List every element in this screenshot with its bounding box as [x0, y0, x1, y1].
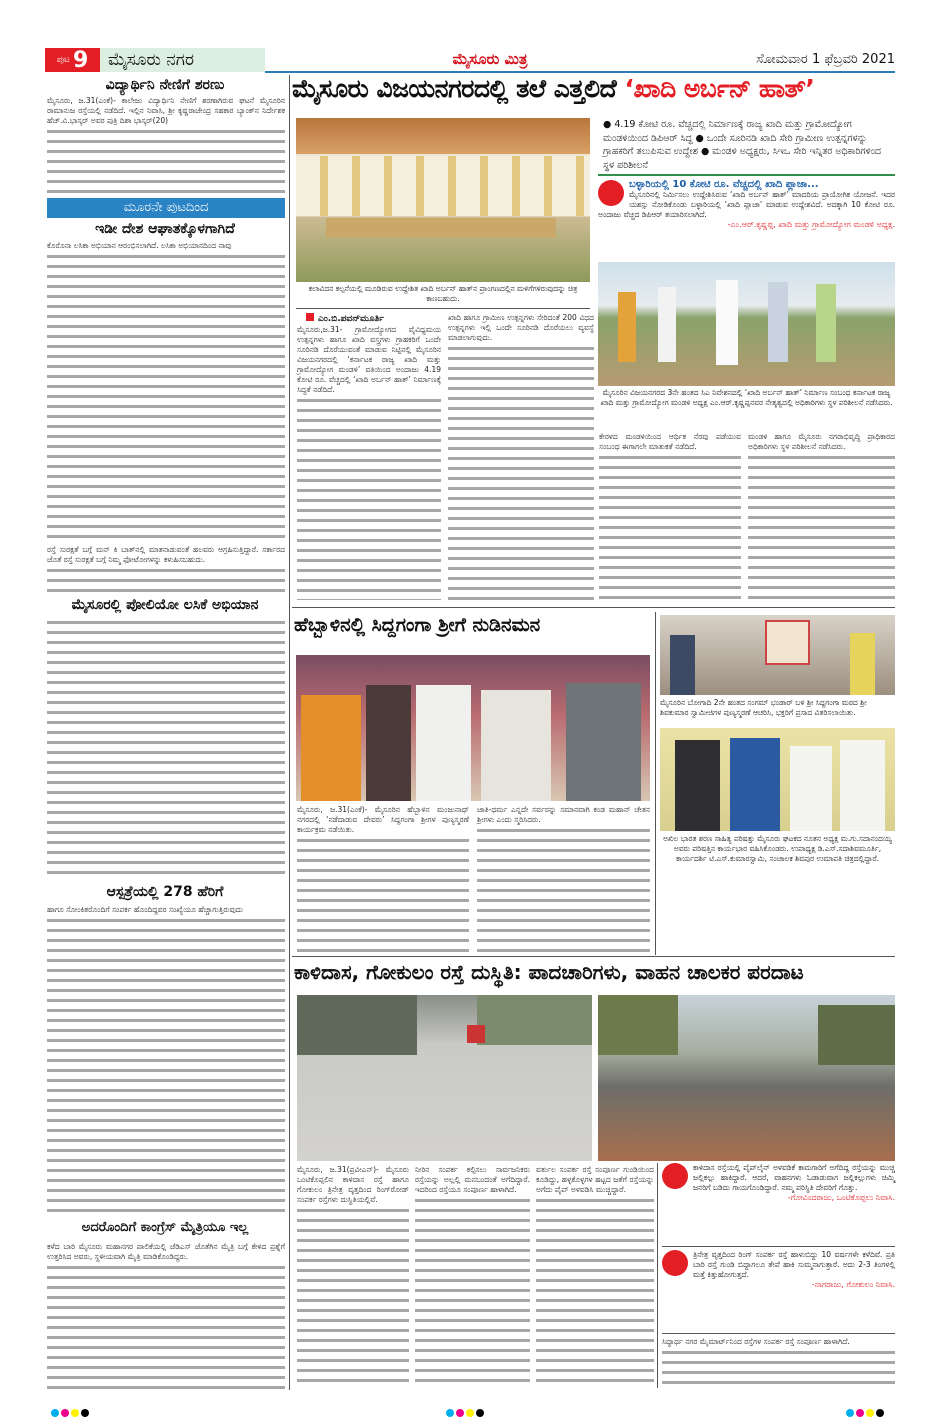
left-headline-4: ಆಸ್ಪತ್ರೆಯಲ್ಲಿ 278 ಹೆರಿಗೆ — [106, 884, 224, 900]
registration-marks-left — [50, 1402, 90, 1421]
red-bullet-icon — [598, 180, 624, 206]
byline: ಎಂ.ಬಿ.ಪವನ್‌ಮೂರ್ತಿ — [306, 313, 384, 324]
khadi-haat-rendering-photo — [296, 118, 590, 282]
left-article-2b: ರಸ್ತೆ ಸುರಕ್ಷತೆ ಬಗ್ಗೆ ಮನ್ ಕಿ ಬಾತ್‌ನಲ್ಲಿ ಮಾತನಾಡುವಂತೆ ಹಲವರು ಆಗ್ರಹಿಸುತ್ತಿದ್ದಾರೆ. ಸರ್ಕಾರದ ಜೊತೆ ರಸ್ತೆ ಸುರಕ್ಷತೆ ಬಗ್ಗೆ ನಿಮ್ಮ ಫೋಟೋಗಳನ್ನು ಕಳುಹಿಸಬಹುದು. — [47, 545, 285, 595]
bogadi-tribute-photo — [660, 615, 895, 695]
resident-quote-1-signature: -ಗೋವಿಂದರಾಜು, ಒಂಟಿಕೊಪ್ಪಲು ನಿವಾಸಿ. — [787, 1193, 895, 1202]
section-title: ಮೈಸೂರು ನಗರ — [100, 48, 265, 72]
siddaganga-article-col-1: ಮೈಸೂರು, ಜ.31(ಎಂಕೆ)- ಮೈಸೂರಿನ ಹೆಬ್ಬಾಳಿನ ಮಂಜುನಾಥ್ ನಗರದಲ್ಲಿ ‘ನಡೆದಾಡುವ ದೇವರು’ ಸಿದ್ದಗಂಗಾ ಶ್ರೀಗಳ ಪುಣ್ಯಸ್ಮರಣೆ ಕಾರ್ಯಕ್ರಮ ನಡೆಯಿತು. — [297, 805, 469, 953]
lead-bullets: ● 4.19 ಕೋಟಿ ರೂ. ವೆಚ್ಚದಲ್ಲಿ ನಿರ್ಮಾಣಕ್ಕೆ ರಾಜ್ಯ ಖಾದಿ ಮತ್ತು ಗ್ರಾಮೋದ್ಯೋಗ ಮಂಡಳಿಯಿಂದ ಡಿಪಿಆರ್ ಸಿದ್ಧ ● ಒಂದೇ ಸೂರಿನಡಿ ಖಾದಿ ಸೇರಿ ಗ್ರಾಮೀಣ ಉತ್ಪನ್ನಗಳನ್ನು ಗ್ರಾಹಕರಿಗೆ ತಲುಪಿಸುವ ಉದ್ದೇಶ ● ಮಂಡಳಿ ಅಧ್ಯಕ್ಷರು, ಸಿಇಒ ಸೇರಿ ಇನ್ನಿತರ ಅಧಿಕಾರಿಗಳಿಂದ ಸ್ಥಳ ಪರಿಶೀಲನೆ — [603, 119, 882, 171]
left-article-2: ಕೊರೊನಾ ಲಸಿಕಾ ಅಭಿಯಾನ ಆರಂಭಿಸಲಾಗಿದೆ. ಲಸಿಕಾ ಅಭಿಯಾನದಿಂದ ನಾವು — [47, 241, 285, 541]
resident-quote-2-text: ತ್ರಿನೇತ್ರ ವೃತ್ತದಿಂದ ರಿಂಗ್ ಸಂಪರ್ಕ ರಸ್ತೆ ಹಾಳುಬಿದ್ದು 10 ವರ್ಷಗಳೇ ಕಳೆದಿವೆ. ಪ್ರತಿ ಬಾರಿ ರಸ್ತೆ ಗುಂಡಿ ಬಿದ್ದಾಗಲೂ ತೇಪೆ ಹಾಕಿ ಸುಮ್ಮನಾಗುತ್ತಾರೆ. ಅದು 2-3 ತಿಂಗಳಲ್ಲಿ ಮತ್ತೆ ಕಿತ್ತುಹೋಗುತ್ತದೆ. — [693, 1250, 895, 1279]
khadi-plaza-box — [598, 180, 895, 260]
left-headline-3: ಮೈಸೂರಲ್ಲಿ ಪೋಲಿಯೋ ಲಸಿಕೆ ಅಭಿಯಾನ — [71, 597, 259, 613]
left-article-1: ಮೈಸೂರು, ಜ.31(ಎಂಕೆ)- ಕಾಲೇಜು ವಿದ್ಯಾರ್ಥಿನಿ ನೇಣಿಗೆ ಶರಣಾಗಿರುವ ಘಟನೆ ಮೈಸೂರಿನ ರಾಮಾನುಜ ರಸ್ತೆಯಲ್ಲಿ ನಡೆದಿದೆ. ಇಲ್ಲಿನ ನಿವಾಸಿ, ಶ್ರೀ ಕೃಷ್ಣರಾಜೇಂದ್ರ ಸಹಕಾರ ಬ್ಯಾಂಕ್‌ನ ನಿರ್ದೇಶಕ ಹೆಚ್.ವಿ.ಭಾಸ್ಕರ್ ಅವರ ಪುತ್ರಿ ದಿಶಾ ಭಾಸ್ಕರ್(20) — [47, 96, 285, 194]
lead-article-col-3: ಕೇರಳದ ಮಂಡಳಿಯಿಂದ ಆರ್ಥಿಕ ನೆರವು ಪಡೆಯುವ ಸಂಬಂಧ ಈಗಾಗಲೇ ಮಾತುಕತೆ ನಡೆದಿದೆ. — [599, 432, 741, 600]
site-photo-caption: ಮೈಸೂರಿನ ವಿಜಯನಗರದ 3ನೇ ಹಂತದ ಸಿಎ ನಿವೇಶನದಲ್ಲಿ ‘ಖಾದಿ ಅರ್ಬನ್ ಹಾತ್’ ನಿರ್ಮಾಣ ಸಂಬಂಧ ಕರ್ನಾಟಕ ರಾಜ್ಯ ಖಾದಿ ಮತ್ತು ಗ್ರಾಮೋದ್ಯೋಗ ಮಂಡಳಿ ಅಧ್ಯಕ್ಷ ಎಂ.ಆರ್.ಕೃಷ್ಣಪ್ಪನವರ ನೇತೃತ್ವದಲ್ಲಿ ಅಧಿಕಾರಿಗಳು ಸ್ಥಳ ಪರಿಶೀಲನೆ ನಡೆಸಿದರು. — [600, 388, 893, 407]
left-article-4: ಹಾಗೂ ಸೋಂಕಿತರೊಂದಿಗೆ ಸಂಪರ್ಕ ಹೊಂದಿದ್ದವರ ಸಂಖ್ಯೆಯೂ ಹೆಚ್ಚಾಗುತ್ತಿರುವುದು — [47, 905, 285, 1215]
hebbal-tribute-photo — [296, 655, 650, 801]
sharana-parishat-photo — [660, 728, 895, 831]
lead-article-col-1: ಮೈಸೂರು,ಜ.31- ಗ್ರಾಮೋದ್ಯೋಗದ ವೈವಿಧ್ಯಮಯ ಉತ್ಪನ್ನಗಳು ಹಾಗೂ ಖಾದಿ ವಸ್ತ್ರಗಳು ಗ್ರಾಹಕರಿಗೆ ಒಂದೇ ಸೂರಿನಡಿ ದೊರೆಯುವಂತೆ ಮಾಡುವ ನಿಟ್ಟಿನಲ್ಲಿ ಮೈಸೂರಿನ ವಿಜಯನಗರದಲ್ಲಿ ‘ಕರ್ನಾಟಕ ರಾಜ್ಯ ಖಾದಿ ಮತ್ತು ಗ್ರಾಮೋದ್ಯೋಗ ಮಂಡಳಿ’ ವತಿಯಿಂದ ಅಂದಾಜು 4.19 ಕೋಟಿ ರೂ. ವೆಚ್ಚದಲ್ಲಿ ‘ಖಾದಿ ಅರ್ಬನ್ ಹಾತ್’ ನಿರ್ಮಾಣಕ್ಕೆ ಸಿದ್ಧತೆ ನಡೆದಿದೆ. — [297, 325, 441, 600]
road-headline: ಕಾಳಿದಾಸ, ಗೋಕುಲಂ ರಸ್ತೆ ದುಸ್ಥಿತಿ: ಪಾದಚಾರಿಗಳು, ವಾಹನ ಚಾಲಕರ ಪರದಾಟ — [294, 960, 804, 984]
issue-date: ಸೋಮವಾರ 1 ಫೆಬ್ರವರಿ 2021 — [756, 52, 895, 67]
page-number: 9 — [72, 47, 89, 73]
column-divider — [657, 1163, 658, 1388]
road-article-col-4: ಸಿದ್ಧಾರ್ಥ ನಗರ ಮೈಮಾರ್ಟ್‌ನಿಂದ ರಸ್ತೆಗಳ ಸಂಪರ್ಕ ರಸ್ತೆ ಸಂಪೂರ್ಣ ಹಾಳಾಗಿದೆ. — [662, 1337, 895, 1387]
khadi-plaza-signature: -ಎಂ.ಆರ್.ಕೃಷ್ಣಪ್ಪ, ಖಾದಿ ಮತ್ತು ಗ್ರಾಮೋದ್ಯೋಗ ಮಂಡಳಿ ಅಧ್ಯಕ್ಷ. — [727, 220, 895, 229]
siddaganga-article-col-2: ಜಾತಿ-ಧರ್ಮ ಎನ್ನದೇ ಸರ್ವರನ್ನು ಸಮಾನವಾಗಿ ಕಂಡ ಮಹಾನ್ ಚೇತನ ಶ್ರೀಗಳು ಎಂದು ಸ್ಮರಿಸಿದರು. — [477, 805, 650, 953]
road-article-col-1: ಮೈಸೂರು, ಜ.31(ಪ್ರವೀಎನ್)- ಮೈಸೂರು ಒಂಟಿಕೊಪ್ಪಲಿನ ಕಾಳಿದಾಸ ರಸ್ತೆ ಹಾಗೂ ಗೋಕುಲಂ ತ್ರಿನೇತ್ರ ವೃತ್ತದಿಂದ ರಿಂಗ್‌ರೋಡ್ ಸಂಪರ್ಕ ರಸ್ತೆಗಳು ದುಸ್ಥಿತಿಯಲ್ಲಿವೆ. — [297, 1165, 409, 1387]
lead-photo-caption: ಕಲಾವಿದನ ಕಲ್ಪನೆಯಲ್ಲಿ ಮೂಡಿರುವ ಉದ್ದೇಶಿತ ಖಾದಿ ಅರ್ಬನ್ ಹಾತ್‌ನ ಪ್ರಾಂಗಣದಲ್ಲಿನ ಮಳಿಗೆಗಳಿರುವುದನ್ನು ಚಿತ್ರ ಕಾಣಬಹುದು. — [308, 284, 578, 303]
rule — [662, 1333, 895, 1334]
road-article-col-2: ನೀರಿನ ಸಂಪರ್ಕ ಕಲ್ಪಿಸಲು ಸಾರ್ವಜನಿಕರು ರಸ್ತೆಯನ್ನು ಅಲ್ಲಲ್ಲಿ ಮನಬಂದಂತೆ ಅಗೆದಿದ್ದಾರೆ. ಇದರಿಂದ ರಸ್ತೆಯೂ ಸಂಪೂರ್ಣ ಹಾಳಾಗಿದೆ. — [415, 1165, 530, 1387]
lead-article-col-4: ಮಂಡಳಿ ಹಾಗೂ ಮೈಸೂರು ನಗರಾಭಿವೃದ್ಧಿ ಪ್ರಾಧಿಕಾರದ ಅಧಿಕಾರಿಗಳು ಸ್ಥಳ ಪರಿಶೀಲನೆ ನಡೆಸಿದರು. — [748, 432, 895, 600]
lead-headline: ಮೈಸೂರು ವಿಜಯನಗರದಲ್ಲಿ ತಲೆ ಎತ್ತಲಿದೆ ‘ಖಾದಿ ಅರ್ಬನ್ ಹಾತ್’ — [292, 74, 815, 103]
resident-quote-2-signature: -ನಾಗರಾಜು, ಗೋಕುಲಂ ನಿವಾಸಿ. — [811, 1280, 895, 1289]
lead-article-col-2: ಖಾದಿ ಹಾಗೂ ಗ್ರಾಮೀಣ ಉತ್ಪನ್ನಗಳು ಸೇರಿದಂತೆ 200 ವಿಧದ ಉತ್ಪನ್ನಗಳು ಇಲ್ಲಿ ಒಂದೇ ಸೂರಿನಡಿ ದೊರೆಯಲು ವ್ಯವಸ್ಥೆ ಮಾಡಲಾಗುವುದು. — [448, 313, 594, 600]
resident-quote-2 — [662, 1250, 895, 1330]
page-label: ಪುಟ — [56, 55, 70, 65]
header-rule — [265, 71, 895, 73]
newspaper-logo: ಮೈಸೂರು ಮಿತ್ರ — [452, 50, 528, 68]
khadi-plaza-headline: ಬಳ್ಳಾರಿಯಲ್ಲಿ 10 ಕೋಟಿ ರೂ. ವೆಚ್ಚದಲ್ಲಿ ಖಾದಿ ಪ್ಲಾಜಾ... — [629, 179, 819, 190]
column-divider — [655, 612, 656, 955]
left-headline-1: ವಿದ್ಯಾರ್ಥಿನಿ ನೇಣಿಗೆ ಶರಣು — [105, 77, 225, 93]
registration-marks-center — [445, 1402, 485, 1421]
rule — [662, 1246, 895, 1247]
gokulam-road-photo — [598, 995, 895, 1161]
rule — [292, 956, 895, 957]
left-headline-5: ಅದರೊಂದಿಗೆ ಕಾಂಗ್ರೆಸ್ ಮೈತ್ರಿಯೂ ಇಲ್ಲ — [81, 1220, 249, 1235]
continued-from-banner: ಮೂರನೇ ಪುಟದಿಂದ — [47, 198, 285, 218]
rule — [296, 308, 590, 309]
site-inspection-photo — [598, 262, 895, 386]
red-bullet-icon — [662, 1163, 688, 1189]
page-number-box — [45, 48, 100, 72]
column-divider — [289, 75, 290, 1390]
kalidasa-road-photo — [297, 995, 592, 1161]
resident-quote-1-text: ಕಾಳಿದಾಸ ರಸ್ತೆಯಲ್ಲಿ ಪೈಪ್‌ಲೈನ್ ಅಳವಡಿಕೆ ಕಾಮಗಾರಿಗೆ ಅಗೆದಿದ್ದ ರಸ್ತೆಯನ್ನು ಮುಚ್ಚಿ ಜಲ್ಲಿಕಲ್ಲು ಹಾಕಿದ್ದಾರೆ. ಆದರೆ, ವಾಹನಗಳು ಓಡಾಡುವಾಗ ಜಲ್ಲಿಕಲ್ಲುಗಳು ಚಿಮ್ಮಿ ಜನರಿಗೆ ಬಡಿದು ಗಾಯಗೊಂಡಿದ್ದಾರೆ. ನಮ್ಮ ಪರಿಸ್ಥಿತಿ ದೇವರಿಗೆ ಗೊತ್ತು. — [693, 1163, 895, 1192]
siddaganga-headline: ಹೆಬ್ಬಾಳಿನಲ್ಲಿ ಸಿದ್ದಗಂಗಾ ಶ್ರೀಗೆ ನುಡಿನಮನ — [294, 614, 541, 636]
left-article-5: ಕಳೆದ ಬಾರಿ ಮೈಸೂರು ಮಹಾನಗರ ಪಾಲಿಕೆಯಲ್ಲಿ ಜೆಡಿಎಸ್ ಜೊತೆಗಿನ ಮೈತ್ರಿ ಬಗ್ಗೆ ಕೇಳಿದ ಪ್ರಶ್ನೆಗೆ ಉತ್ತರಿಸಿದ ಅವರು, ಸ್ಥಳೀಯವಾಗಿ ಮೈತ್ರಿ ಮಾಡಿಕೊಂಡಿದ್ದರು. — [47, 1242, 285, 1390]
bogadi-photo-caption: ಮೈಸೂರಿನ ಬೋಗಾದಿ 2ನೇ ಹಂತದ ಸಂಗಮ್ ಭಂಡಾರ್ ಬಳಿ ಶ್ರೀ ಸಿದ್ದಗಂಗಾ ಮಠದ ಶ್ರೀ ಶಿವಕುಮಾರ ಸ್ವಾಮೀಜಿಗಳ ಪುಣ್ಯಸ್ಮರಣೆ ಆಚರಿಸಿ, ಭಕ್ತರಿಗೆ ಪ್ರಸಾದ ವಿತರಿಸಲಾಯಿತು. — [660, 698, 867, 717]
left-article-3 — [47, 618, 285, 880]
left-headline-2: ಇಡೀ ದೇಶ ಆಘಾತಕ್ಕೊಳಗಾಗಿದೆ — [95, 221, 235, 237]
registration-marks-right — [845, 1402, 885, 1421]
road-article-col-3: ವರ್ತುಲ ಸಂಪರ್ಕ ರಸ್ತೆ ಸಂಪೂರ್ಣ ಗುಂಡಿಯಿಂದ ಕೂಡಿದ್ದು, ಹಳ್ಳಕೊಳ್ಳಗಳ ಹಟ್ಟದ ಜತೆಗೆ ರಸ್ತೆಯನ್ನು ಅಗೆದು ಪೈಪ್ ಅಳವಡಿಸಿ ಮುಚ್ಚಿದ್ದಾರೆ. — [536, 1165, 654, 1387]
khadi-plaza-text: ಮೈಸೂರಿನಲ್ಲಿ ನಿರ್ಮಿಸಲು ಉದ್ದೇಶಿಸಿರುವ ‘ಖಾದಿ ಅರ್ಬನ್ ಹಾತ್’ ಮಾದರಿಯ ಪ್ರಾಯೋಗಿಕ ಯೋಜನೆ. ಇದರ ಯಶಸ್ಸು ನೋಡಿಕೊಂಡು ಬಳ್ಳಾರಿಯಲ್ಲಿ ‘ಖಾದಿ ಪ್ಲಾಜಾ’ ಮಾಡುವ ಉದ್ದೇಶವಿದೆ. ಅದಕ್ಕಾಗಿ 10 ಕೋಟಿ ರೂ. ಅಂದಾಜು ವೆಚ್ಚದ ಡಿಪಿಆರ್ ತಯಾರಿಸಲಾಗಿದೆ. — [598, 190, 895, 219]
red-bullet-icon — [662, 1250, 688, 1276]
resident-quote-1 — [662, 1163, 895, 1243]
green-rule — [598, 174, 895, 176]
rule — [292, 607, 895, 608]
sharana-photo-caption: ಅಖಿಲ ಭಾರತ ಶರಣ ಸಾಹಿತ್ಯ ಪರಿಷತ್ತು ಮೈಸೂರು ಘಟಕದ ನೂತನ ಅಧ್ಯಕ್ಷ ಮ.ಗು.ಸದಾನಂದಯ್ಯ ಅವರು ಪರಿಷತ್ತಿನ ಕಾರ್ಯಭಾರ ವಹಿಸಿಕೊಂಡರು. ಉಪಾಧ್ಯಕ್ಷ ಡಿ.ಎಸ್.ಸದಾಶಿವಮೂರ್ತಿ, ಕಾರ್ಯದರ್ಶಿ ಟಿ.ಎಸ್.ಕುಮಾರಸ್ವಾಮಿ, ಸಂಚಾಲಕ ಶಿವಪುರ ಉಮಾಪತಿ ಚಿತ್ರದಲ್ಲಿದ್ದಾರೆ. — [663, 834, 892, 863]
